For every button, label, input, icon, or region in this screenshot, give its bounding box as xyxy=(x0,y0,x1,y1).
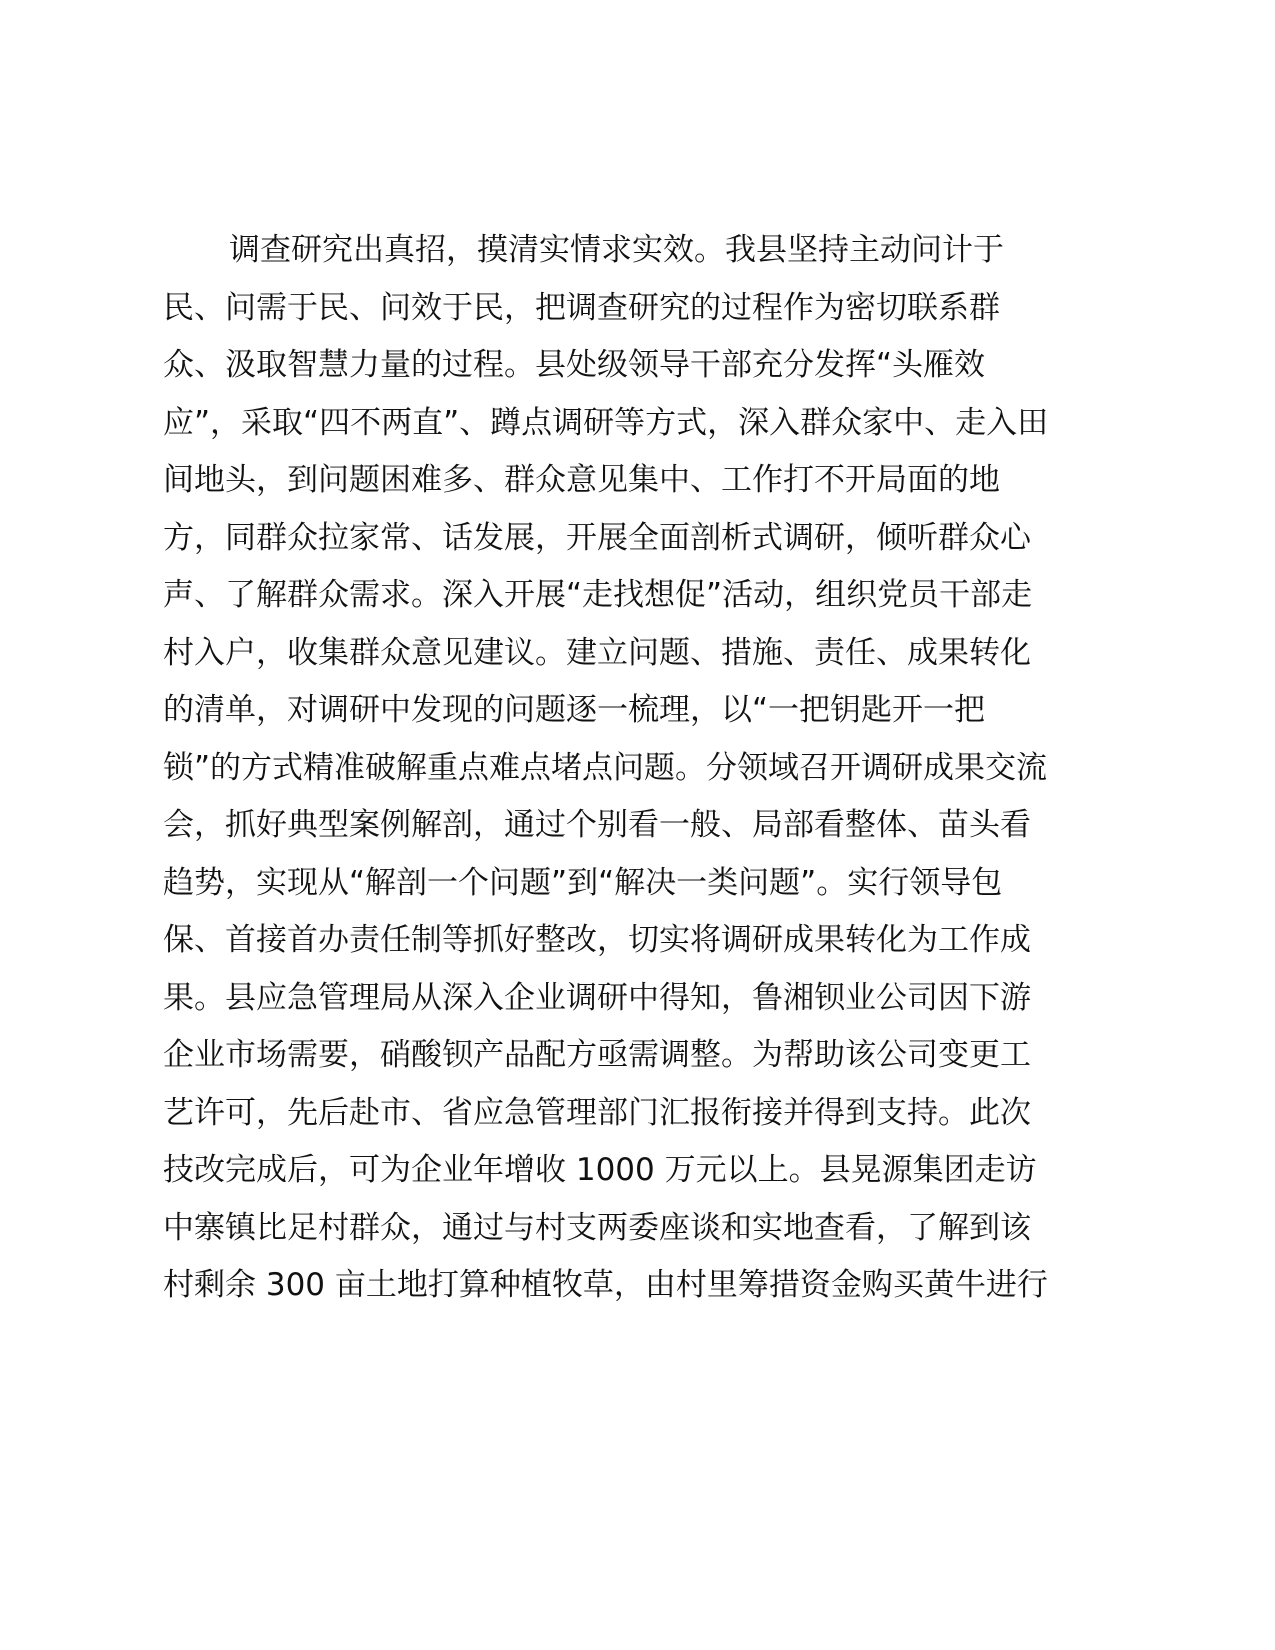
paragraph-line-18: 中寨镇比足村群众，通过与村支两委座谈和实地查看，了解到该 xyxy=(163,1209,1031,1246)
paragraph-line-3: 众、汲取智慧力量的过程。县处级领导干部充分发挥“头雁效 xyxy=(163,347,986,383)
paragraph-line-5: 间地头，到问题困难多、群众意见集中、工作打不开局面的地 xyxy=(163,462,1000,498)
paragraph-line-16: 艺许可，先后赴市、省应急管理部门汇报衔接并得到支持。此次 xyxy=(163,1094,1031,1131)
paragraph-line-12: 趋势，实现从“解剖一个问题”到“解决一类问题”。实行领导包 xyxy=(163,864,1003,901)
paragraph-line-4: 应”，采取“四不两直”、蹲点调研等方式，深入群众家中、走入田 xyxy=(163,404,1049,441)
paragraph-line-15: 企业市场需要，硝酸钡产品配方亟需调整。为帮助该公司变更工 xyxy=(163,1037,1031,1073)
paragraph-line-1: 调查研究出真招，摸清实情求实效。我县坚持主动问计于 xyxy=(229,232,1004,268)
paragraph-line-13: 保、首接首办责任制等抓好整改，切实将调研成果转化为工作成 xyxy=(163,922,1031,958)
paragraph-line-11: 会，抓好典型案例解剖，通过个别看一般、局部看整体、苗头看 xyxy=(163,807,1031,843)
paragraph-line-6: 方，同群众拉家常、话发展，开展全面剖析式调研，倾听群众心 xyxy=(163,519,1031,556)
paragraph-line-14: 果。县应急管理局从深入企业调研中得知，鲁湘钡业公司因下游 xyxy=(163,979,1031,1016)
paragraph-line-10: 锁”的方式精准破解重点难点堵点问题。分领域召开调研成果交流 xyxy=(163,749,1048,786)
paragraph-line-17: 技改完成后，可为企业年增收 1000 万元以上。县晃源集团走访 xyxy=(163,1152,1037,1188)
body-paragraph xyxy=(163,222,1123,1315)
paragraph-line-19: 村剩余 300 亩土地打算种植牧草，由村里筹措资金购买黄牛进行 xyxy=(163,1267,1048,1303)
paragraph-line-7: 声、了解群众需求。深入开展“走找想促”活动，组织党员干部走 xyxy=(163,577,1033,613)
paragraph-line-8: 村入户，收集群众意见建议。建立问题、措施、责任、成果转化 xyxy=(163,634,1031,671)
paragraph-line-9: 的清单，对调研中发现的问题逐一梳理，以“一把钥匙开一把 xyxy=(163,692,986,728)
paragraph-line-2: 民、问需于民、问效于民，把调查研究的过程作为密切联系群 xyxy=(163,289,1000,326)
